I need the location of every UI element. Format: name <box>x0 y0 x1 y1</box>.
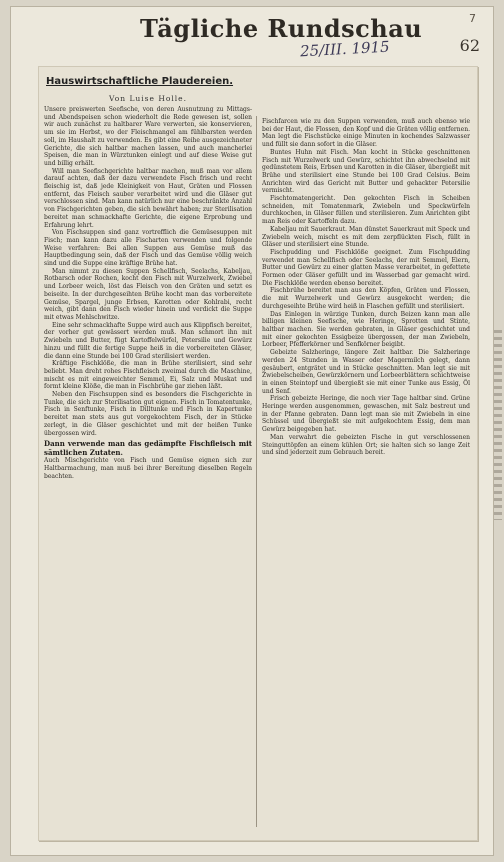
page-number: 62 <box>459 36 480 55</box>
paragraph: Kräftige Fischklöße, die man in Brühe sterilisiert, sind sehr beliebt. Man dreht rohes Fischfleisch zweimal durch die Maschine, mischt es mit eingeweichter Semmel, Ei, Salz und Muskat und formt kleine Klöße, die man in Fischbrühe gar ziehen läßt. <box>44 360 252 391</box>
paragraph: Auch Mischgerichte von Fisch und Gemüse eignen sich zur Haltbarmachung, man muß bei ihrer Bereitung dieselben Regeln beachten. <box>44 457 252 480</box>
article-title: Hauswirtschaftliche Plaudereien. <box>46 76 234 87</box>
corner-mark: 7 <box>469 12 476 25</box>
paragraph: Fischfarcen wie zu den Suppen verwenden, muß auch ebenso wie bei der Haut, die Flossen, den Kopf und die Gräten völlig entfernen. Man legt die Fischstücke einige Minuten in kochendes Salzwasser und füllt sie dann sofort in die Gläser. <box>262 118 470 149</box>
paragraph: Man nimmt zu diesen Suppen Schellfisch, Seelachs, Kabeljau, Rotbarsch oder Rochen, kocht den Fisch mit Wurzelwerk, Zwiebel und Lorbeer weich, löst das Fleisch von den Gräten und setzt es beiseite. In der durchgeseihten Brühe kocht man das vorbereitete Gemüse, Spargel, junge Erbsen, Karotten oder Kohlrabi, recht weich, gibt dann den Fisch wieder hinein und verdickt die Suppe mit etwas Mehlschwitze. <box>44 267 252 321</box>
paragraph: Gebeizte Salzheringe, längere Zeit haltbar. Die Salzheringe werden 24 Stunden in Wasser oder Magermilch gelegt, dann gesäubert, entgrätet und in Stücke geschnitten. Man legt sie mit Zwiebelscheiben, Gewürzkörnern und Lorbeerblättern schichtweise in einen Steintopf und übergießt sie mit einer Tunke aus Essig, Öl und Senf. <box>262 349 470 395</box>
binding-edge-marks <box>494 330 502 520</box>
right-column <box>262 118 470 829</box>
paragraph: Das Einlegen in würzige Tunken, durch Beizen kann man alle billigen kleinen Seefische, wie Heringe, Sprotten und Stinte, haltbar machen. Sie werden gebraten, in Gläser geschichtet und mit einer gekochten Essigbeize übergossen, der man Zwiebeln, Lorbeer, Pfefferkörner und Senfkörner beigibt. <box>262 310 470 349</box>
bold-emphasis-line: Dann verwende man das gedämpfte Fischfleisch mit sämtlichen Zutaten. <box>44 439 252 458</box>
paragraph: Fischpudding und Fischklöße geeignet. Zum Fischpudding verwendet man Schellfisch oder Seelachs, der mit Semmel, Eiern, Butter und Gewürz zu einer glatten Masse verarbeitet, in gefettete Formen oder Gläser gefüllt und im Wasserbad gar gemacht wird. Die Fischklöße werden ebenso bereitet. <box>262 248 470 287</box>
paragraph: Eine sehr schmackhafte Suppe wird auch aus Klippfisch bereitet, der vorher gut gewässert werden muß. Man schmort ihn mit Zwiebeln und Butter, fügt Kartoffelwürfel, Petersilie und Gewürz hinzu und füllt die fertige Suppe heiß in die vorbereiteten Gläser, die dann eine Stunde bei 100 Grad sterilisiert werden. <box>44 321 252 360</box>
archive-sheet <box>10 6 494 856</box>
paragraph: Frisch gebeizte Heringe, die noch vier Tage haltbar sind. Grüne Heringe werden ausgenommen, gewaschen, mit Salz bestreut und in der Pfanne gebraten. Dann legt man sie mit Zwiebeln in eine Schüssel und übergießt sie mit aufgekochtem Essig, dem man Gewürz beigegeben hat. <box>262 395 470 434</box>
paragraph: Fischbrühe bereitet man aus den Köpfen, Gräten und Flossen, die mit Wurzelwerk und Gewürz ausgekocht werden; die durchgeseihte Brühe wird heiß in Flaschen gefüllt und sterilisiert. <box>262 287 470 310</box>
newspaper-clipping <box>38 66 478 841</box>
paragraph: Will man Seefischgerichte haltbar machen, muß man vor allem darauf achten, daß der dazu verwendete Fisch frisch und recht fleischig ist, daß jede Kleinigkeit von Haut, Gräten und Flossen entfernt, das Fleisch sauber verarbeitet wird und die Gläser gut verschlossen sind. Man kann natürlich nur eine beschränkte Anzahl von Fischgerichten geben, die sich bewährt haben; zur Sterilisation bereitet man schmackhafte Gerichte, die eigene Erprobung und Erfahrung lehrt. <box>44 167 252 229</box>
article-byline: Von Luise Holle. <box>108 94 187 103</box>
handwritten-date: 25/III. 1915 <box>299 37 391 61</box>
paragraph: Kabeljau mit Sauerkraut. Man dünstet Sauerkraut mit Speck und Zwiebeln weich, mischt es mit dem zerpflückten Fisch, füllt in Gläser und sterilisiert eine Stunde. <box>262 225 470 249</box>
newspaper-masthead: Tägliche Rundschau <box>140 14 423 43</box>
paragraph: Unsere preiswerten Seefische, von deren Ausnutzung zu Mittags- und Abendspeisen schon wiederholt die Rede gewesen ist, sollen wir auch zunächst zu haltbarer Ware verwerten, sie konservieren, um sie im Herbst, wo der Fleischmangel am fühlbarsten werden soll, im Haushalt zu verwenden. Es gibt eine Reihe ausgezeichneter Gerichte, die sich haltbar machen lassen, und auch mancherlei Speisen, die man in Würztunken einlegt und auf diese Weise gut und billig erhält. <box>44 106 252 167</box>
paragraph: Fischtomatengericht. Den gekochten Fisch in Scheiben schneiden, mit Tomatenmark, Zwiebeln und Speckwürfeln durchkochen, in Gläser füllen und sterilisieren. Zum Anrichten gibt man Reis oder Kartoffeln dazu. <box>262 195 470 226</box>
paragraph: Man verwahrt die gebeizten Fische in gut verschlossenen Steinguttöpfen an einem kühlen Ort; sie halten sich so lange Zeit und sind jederzeit zum Gebrauch bereit. <box>262 433 470 457</box>
left-column <box>44 106 252 829</box>
paragraph: Von Fischsuppen sind ganz vortrefflich die Gemüsesuppen mit Fisch; man kann dazu alle Fischarten verwenden und folgende Weise verfahren: Bei allen Suppen aus Gemüse muß das Hauptbedingung sein, daß der Fisch und das Gemüse völlig weich sind und die Suppe eine kräftige Brühe hat. <box>44 229 252 268</box>
paragraph: Neben den Fischsuppen sind es besonders die Fischgerichte in Tunke, die sich zur Sterilisation gut eignen. Fisch in Tomatentunke, Fisch in Senftunke, Fisch in Dilltunke und Fisch in Kapertunke bereitet man stets aus gut vorgekochtem Fisch, der in Stücke zerlegt, in die Gläser geschichtet und mit der heißen Tunke übergossen wird. <box>44 391 252 437</box>
paragraph: Buntes Huhn mit Fisch. Man kocht in Stücke geschnittenen Fisch mit Wurzelwerk und Gewürz, schichtet ihn abwechselnd mit gedünstetem Reis, Erbsen und Karotten in die Gläser, übergießt mit Brühe und sterilisiert eine Stunde bei 100 Grad Celsius. Beim Anrichten wird das Gericht mit Butter und gehackter Petersilie vermischt. <box>262 148 470 195</box>
column-divider <box>256 116 257 827</box>
